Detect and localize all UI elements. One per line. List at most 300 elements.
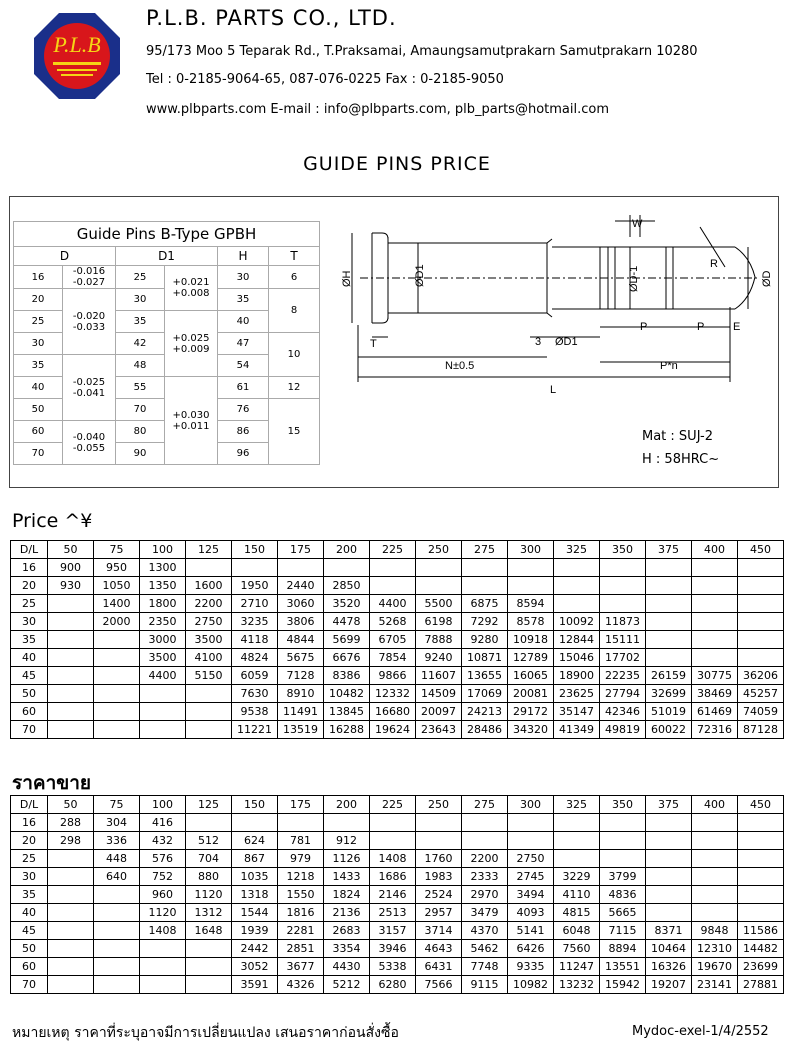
table-cell <box>554 559 600 577</box>
table-cell: 17069 <box>462 685 508 703</box>
document-id: Mydoc-exel-1/4/2552 <box>632 1024 769 1039</box>
table-cell: 900 <box>48 559 94 577</box>
table-cell: 9866 <box>370 667 416 685</box>
table-cell: 7748 <box>462 958 508 976</box>
table-cell: 6705 <box>370 631 416 649</box>
table-cell: 2957 <box>416 904 462 922</box>
table-cell: 3229 <box>554 868 600 886</box>
table-cell: 512 <box>186 832 232 850</box>
table-cell <box>462 832 508 850</box>
table-cell: 1760 <box>416 850 462 868</box>
table-cell: 2683 <box>324 922 370 940</box>
table-cell: 4400 <box>370 595 416 613</box>
table-row <box>11 976 784 994</box>
table-cell: 4100 <box>186 649 232 667</box>
table-cell <box>48 631 94 649</box>
column-header: 250 <box>416 541 462 559</box>
table-cell <box>738 649 784 667</box>
column-header: 50 <box>48 541 94 559</box>
table-cell <box>48 613 94 631</box>
table-cell <box>462 577 508 595</box>
table-cell: 9538 <box>232 703 278 721</box>
table-cell: 2513 <box>370 904 416 922</box>
table-cell: 5462 <box>462 940 508 958</box>
table-cell: 20097 <box>416 703 462 721</box>
table-cell <box>738 559 784 577</box>
table-cell <box>692 814 738 832</box>
row-label: 45 <box>11 922 48 940</box>
table-cell: 4093 <box>508 904 554 922</box>
table-cell <box>324 814 370 832</box>
table-cell <box>278 814 324 832</box>
spec-header-d: D <box>14 247 116 266</box>
spec-d1-tol: +0.021 +0.008 <box>165 266 218 311</box>
spec-d: 60 <box>14 421 63 443</box>
table-cell <box>48 667 94 685</box>
table-cell: 19207 <box>646 976 692 994</box>
svg-text:ØD-1: ØD-1 <box>628 265 640 292</box>
table-cell <box>140 940 186 958</box>
table-cell: 10464 <box>646 940 692 958</box>
table-cell: 2440 <box>278 577 324 595</box>
spec-t: 15 <box>269 399 320 465</box>
table-cell: 16326 <box>646 958 692 976</box>
table-cell: 288 <box>48 814 94 832</box>
table-cell: 23141 <box>692 976 738 994</box>
table-cell: 8578 <box>508 613 554 631</box>
spec-d1-tol: +0.025 +0.009 <box>165 311 218 377</box>
table-cell: 4326 <box>278 976 324 994</box>
svg-text:L: L <box>550 384 557 396</box>
table-cell <box>738 577 784 595</box>
table-cell: 1648 <box>186 922 232 940</box>
table-cell <box>646 577 692 595</box>
table-cell <box>48 850 94 868</box>
hardness-label: H : 58HRC~ <box>642 452 720 467</box>
column-header: 350 <box>600 541 646 559</box>
spec-d-tol: -0.016 -0.027 <box>63 266 116 289</box>
table-cell: 2745 <box>508 868 554 886</box>
table-cell: 22235 <box>600 667 646 685</box>
spec-d-tol: -0.040 -0.055 <box>63 421 116 465</box>
table-cell: 24213 <box>462 703 508 721</box>
table-cell: 13519 <box>278 721 324 739</box>
table-cell: 14509 <box>416 685 462 703</box>
table-cell: 3000 <box>140 631 186 649</box>
table-row <box>11 667 784 685</box>
table-cell: 1400 <box>94 595 140 613</box>
table-cell <box>48 886 94 904</box>
table-row <box>11 958 784 976</box>
table-cell <box>370 559 416 577</box>
column-header: D/L <box>11 541 48 559</box>
table-cell: 1816 <box>278 904 324 922</box>
svg-text:ØD1: ØD1 <box>555 336 578 348</box>
table-cell: 19670 <box>692 958 738 976</box>
svg-text:P*n: P*n <box>660 360 678 372</box>
table-cell <box>94 721 140 739</box>
table-row <box>11 886 784 904</box>
table-cell: 5141 <box>508 922 554 940</box>
table-cell: 576 <box>140 850 186 868</box>
table-cell: 1600 <box>186 577 232 595</box>
table-cell: 1126 <box>324 850 370 868</box>
table-cell: 5212 <box>324 976 370 994</box>
table-cell: 9280 <box>462 631 508 649</box>
table-cell: 4400 <box>140 667 186 685</box>
table-row <box>11 631 784 649</box>
table-cell: 5675 <box>278 649 324 667</box>
table-cell: 2350 <box>140 613 186 631</box>
table-cell <box>94 649 140 667</box>
spec-d1: 80 <box>116 421 165 443</box>
table-cell <box>646 904 692 922</box>
spec-h: 47 <box>218 333 269 355</box>
table-cell <box>186 703 232 721</box>
table-cell: 6426 <box>508 940 554 958</box>
table-cell <box>554 577 600 595</box>
column-header: 50 <box>48 796 94 814</box>
table-cell <box>186 814 232 832</box>
table-cell: 13845 <box>324 703 370 721</box>
table-cell: 9240 <box>416 649 462 667</box>
table-cell: 4844 <box>278 631 324 649</box>
spec-t: 6 <box>269 266 320 289</box>
table-cell: 6048 <box>554 922 600 940</box>
table-cell <box>462 559 508 577</box>
spec-d-tol: -0.025 -0.041 <box>63 355 116 421</box>
table-cell <box>508 577 554 595</box>
table-cell: 5338 <box>370 958 416 976</box>
company-web: www.plbparts.com E-mail : info@plbparts.com, plb_parts@hotmail.com <box>146 102 609 117</box>
table-cell <box>738 595 784 613</box>
table-cell: 5665 <box>600 904 646 922</box>
table-cell <box>692 613 738 631</box>
svg-text:R: R <box>710 258 718 270</box>
table-cell <box>140 976 186 994</box>
table-cell: 2524 <box>416 886 462 904</box>
table-cell <box>94 904 140 922</box>
table-row <box>11 649 784 667</box>
table-cell <box>416 577 462 595</box>
table-cell <box>646 649 692 667</box>
thai-price-heading: ราคาขาย <box>12 772 92 794</box>
table-cell: 6875 <box>462 595 508 613</box>
table-cell: 35147 <box>554 703 600 721</box>
table-cell: 27794 <box>600 685 646 703</box>
table-cell: 8594 <box>508 595 554 613</box>
svg-text:T: T <box>370 338 377 350</box>
table-cell: 960 <box>140 886 186 904</box>
table-row <box>11 832 784 850</box>
table-cell <box>140 703 186 721</box>
spec-h: 40 <box>218 311 269 333</box>
table-cell: 4110 <box>554 886 600 904</box>
table-cell: 8894 <box>600 940 646 958</box>
table-row <box>11 685 784 703</box>
spec-table <box>13 221 320 465</box>
table-cell <box>508 559 554 577</box>
column-header: 225 <box>370 796 416 814</box>
column-header: 225 <box>370 541 416 559</box>
table-cell <box>48 976 94 994</box>
table-cell <box>738 613 784 631</box>
table-cell <box>508 814 554 832</box>
spec-d: 20 <box>14 289 63 311</box>
column-header: 450 <box>738 796 784 814</box>
table-cell: 2850 <box>324 577 370 595</box>
column-header: 325 <box>554 796 600 814</box>
svg-text:ØH: ØH <box>341 270 353 287</box>
column-header: 325 <box>554 541 600 559</box>
table-cell: 23625 <box>554 685 600 703</box>
table-cell <box>600 577 646 595</box>
table-cell: 704 <box>186 850 232 868</box>
spec-d1: 48 <box>116 355 165 377</box>
table-cell <box>416 832 462 850</box>
table-cell <box>692 904 738 922</box>
technical-drawing-panel <box>9 196 779 488</box>
table-cell <box>94 667 140 685</box>
table-cell <box>600 850 646 868</box>
table-cell: 4430 <box>324 958 370 976</box>
table-cell: 87128 <box>738 721 784 739</box>
table-cell: 11607 <box>416 667 462 685</box>
table-cell: 7560 <box>554 940 600 958</box>
table-cell <box>140 958 186 976</box>
table-cell: 9335 <box>508 958 554 976</box>
table-row <box>11 868 784 886</box>
price-heading: Price ^¥ <box>12 510 93 532</box>
table-cell: 16288 <box>324 721 370 739</box>
column-header: 100 <box>140 796 186 814</box>
table-cell: 912 <box>324 832 370 850</box>
spec-d1: 55 <box>116 377 165 399</box>
column-header: 125 <box>186 796 232 814</box>
table-cell: 448 <box>94 850 140 868</box>
table-cell: 16065 <box>508 667 554 685</box>
table-cell <box>646 814 692 832</box>
table-cell: 27881 <box>738 976 784 994</box>
svg-text:E: E <box>733 321 741 333</box>
column-header: 175 <box>278 541 324 559</box>
table-cell: 5268 <box>370 613 416 631</box>
table-cell <box>94 703 140 721</box>
table-cell: 3500 <box>186 631 232 649</box>
table-cell <box>554 850 600 868</box>
thai-price-table <box>10 795 784 994</box>
table-cell: 1408 <box>370 850 416 868</box>
table-cell: 13655 <box>462 667 508 685</box>
table-cell: 2970 <box>462 886 508 904</box>
table-cell: 12310 <box>692 940 738 958</box>
column-header: 75 <box>94 796 140 814</box>
table-cell <box>416 559 462 577</box>
table-cell: 15942 <box>600 976 646 994</box>
table-cell: 950 <box>94 559 140 577</box>
table-cell: 1686 <box>370 868 416 886</box>
table-cell <box>738 850 784 868</box>
table-header-row <box>11 541 784 559</box>
table-cell: 26159 <box>646 667 692 685</box>
column-header: 400 <box>692 541 738 559</box>
table-cell: 14482 <box>738 940 784 958</box>
table-cell <box>600 595 646 613</box>
table-cell <box>48 940 94 958</box>
table-cell: 4478 <box>324 613 370 631</box>
column-header: 200 <box>324 796 370 814</box>
svg-text:ØD: ØD <box>761 270 773 287</box>
row-label: 16 <box>11 814 48 832</box>
table-cell: 8910 <box>278 685 324 703</box>
table-cell <box>94 958 140 976</box>
row-label: 40 <box>11 649 48 667</box>
table-row <box>11 850 784 868</box>
svg-text:P: P <box>640 321 648 333</box>
table-cell <box>48 685 94 703</box>
table-cell: 298 <box>48 832 94 850</box>
column-header: 150 <box>232 541 278 559</box>
table-cell <box>94 631 140 649</box>
table-cell <box>646 868 692 886</box>
table-cell: 1318 <box>232 886 278 904</box>
table-cell: 8386 <box>324 667 370 685</box>
table-cell <box>48 595 94 613</box>
row-label: 20 <box>11 832 48 850</box>
table-cell: 1824 <box>324 886 370 904</box>
row-label: 25 <box>11 595 48 613</box>
table-cell: 781 <box>278 832 324 850</box>
table-cell: 45257 <box>738 685 784 703</box>
table-cell <box>738 832 784 850</box>
table-cell <box>370 577 416 595</box>
row-label: 60 <box>11 958 48 976</box>
table-cell: 880 <box>186 868 232 886</box>
table-cell: 60022 <box>646 721 692 739</box>
table-cell <box>416 814 462 832</box>
spec-t: 8 <box>269 289 320 333</box>
table-cell <box>692 832 738 850</box>
table-cell: 1800 <box>140 595 186 613</box>
table-cell <box>186 721 232 739</box>
table-cell: 6676 <box>324 649 370 667</box>
column-header: 375 <box>646 541 692 559</box>
table-cell: 979 <box>278 850 324 868</box>
table-cell: 3677 <box>278 958 324 976</box>
spec-h: 30 <box>218 266 269 289</box>
table-cell: 18900 <box>554 667 600 685</box>
table-cell: 49819 <box>600 721 646 739</box>
table-cell: 3714 <box>416 922 462 940</box>
table-cell: 432 <box>140 832 186 850</box>
table-cell: 3157 <box>370 922 416 940</box>
table-cell: 2750 <box>508 850 554 868</box>
table-cell <box>692 886 738 904</box>
table-cell: 6280 <box>370 976 416 994</box>
table-cell: 34320 <box>508 721 554 739</box>
table-cell: 2200 <box>462 850 508 868</box>
table-cell <box>692 850 738 868</box>
spec-header-t: T <box>269 247 320 266</box>
table-cell: 3479 <box>462 904 508 922</box>
svg-text:W: W <box>632 218 643 230</box>
table-row <box>11 940 784 958</box>
table-cell: 1550 <box>278 886 324 904</box>
table-cell: 17702 <box>600 649 646 667</box>
table-cell: 51019 <box>646 703 692 721</box>
column-header: 150 <box>232 796 278 814</box>
table-cell: 1408 <box>140 922 186 940</box>
spec-header-d1: D1 <box>116 247 218 266</box>
spec-h: 96 <box>218 443 269 465</box>
table-cell: 3946 <box>370 940 416 958</box>
table-header-row <box>11 796 784 814</box>
table-cell: 1120 <box>140 904 186 922</box>
table-cell <box>94 976 140 994</box>
spec-d: 35 <box>14 355 63 377</box>
table-cell <box>48 868 94 886</box>
table-cell: 2333 <box>462 868 508 886</box>
table-cell <box>94 940 140 958</box>
spec-d: 40 <box>14 377 63 399</box>
spec-h: 61 <box>218 377 269 399</box>
footer-note: หมายเหตุ ราคาที่ระบุอาจมีการเปลี่ยนแปลง เสนอราคาก่อนสั่งซื้อ <box>12 1025 399 1041</box>
table-cell: 38469 <box>692 685 738 703</box>
material-label: Mat : SUJ-2 <box>642 429 714 444</box>
table-cell <box>554 832 600 850</box>
table-cell <box>140 685 186 703</box>
table-cell: 624 <box>232 832 278 850</box>
table-cell <box>462 814 508 832</box>
table-cell <box>278 559 324 577</box>
table-cell: 7630 <box>232 685 278 703</box>
table-cell <box>692 649 738 667</box>
table-row <box>11 904 784 922</box>
table-cell: 2000 <box>94 613 140 631</box>
table-cell: 7566 <box>416 976 462 994</box>
column-header: 275 <box>462 541 508 559</box>
column-header: 275 <box>462 796 508 814</box>
table-cell: 72316 <box>692 721 738 739</box>
row-label: 16 <box>11 559 48 577</box>
table-cell: 19624 <box>370 721 416 739</box>
svg-text:P: P <box>697 321 705 333</box>
spec-t: 10 <box>269 333 320 377</box>
table-cell: 640 <box>94 868 140 886</box>
spec-d: 50 <box>14 399 63 421</box>
table-cell: 28486 <box>462 721 508 739</box>
spec-d: 25 <box>14 311 63 333</box>
table-cell <box>692 631 738 649</box>
spec-d-tol: -0.020 -0.033 <box>63 289 116 355</box>
table-cell: 74059 <box>738 703 784 721</box>
column-header: 350 <box>600 796 646 814</box>
company-name: P.L.B. PARTS CO., LTD. <box>146 6 397 30</box>
table-cell: 7115 <box>600 922 646 940</box>
table-cell: 29172 <box>508 703 554 721</box>
table-cell <box>186 940 232 958</box>
table-cell <box>554 814 600 832</box>
table-cell <box>692 595 738 613</box>
company-logo <box>33 12 121 100</box>
table-cell: 6431 <box>416 958 462 976</box>
table-cell: 1433 <box>324 868 370 886</box>
table-cell: 11873 <box>600 613 646 631</box>
table-row <box>11 595 784 613</box>
table-cell <box>738 814 784 832</box>
table-cell: 13232 <box>554 976 600 994</box>
table-cell <box>738 904 784 922</box>
